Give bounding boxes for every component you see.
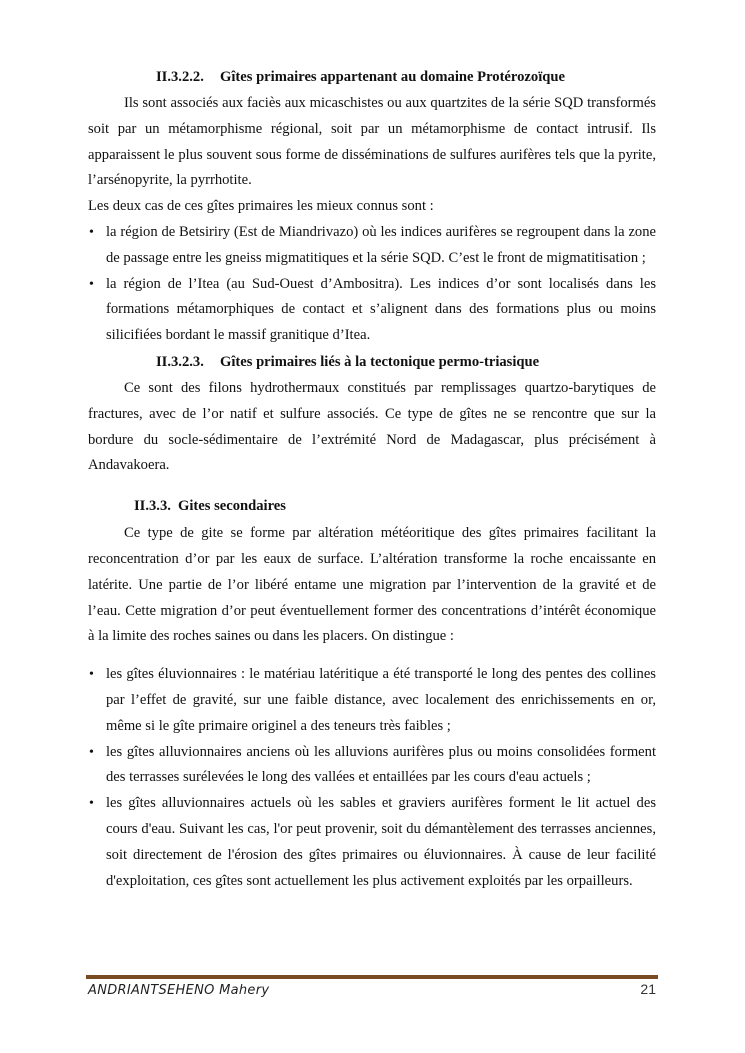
list-item-text: les gîtes éluvionnaires : le matériau latéritique a été transporté le long des pentes des collines par l’effet de gravité, sur une faible distance, avec localement des enrichissements en or, même si le gîte primaire originel a des teneurs très faibles ;	[106, 666, 656, 734]
section-title: Gîtes primaires liés à la tectonique permo-triasique	[220, 353, 540, 370]
list-item	[88, 272, 656, 349]
section-title: Gites secondaires	[178, 498, 286, 515]
paragraph: Ce sont des filons hydrothermaux constitués par remplissages quartzo-barytiques de fractures, avec de l’or natif et sulfure associés. Ce type de gîtes ne se rencontre que sur la bordure du socle-sédimentaire de l’extrémité Nord de Madagascar, plus précisément à Andavakoera.	[88, 379, 656, 474]
list-item-text: la région de l’Itea (au Sud-Ouest d’Ambositra). Les indices d’or sont localisés dans les formations métamorphiques de contact et s’alignent dans des formations plus ou moins silicifiées bordant le massif granitique d’Itea.	[106, 275, 656, 344]
spacer	[88, 650, 656, 662]
section-number: II.3.2.3.	[156, 353, 204, 370]
paragraph: Ce type de gite se forme par altération météoritique des gîtes primaires facilitant la reconcentration d’or par les eaux de surface. L’altération transforme la roche encaissante en latérite. Une partie de l’or libéré entame une migration par l’intervention de la gravité et de l’eau. Cette migration d’or peut éventuellement former des concentrations d’intérêt économique à la limite des roches saines ou dans les placers. On distingue :	[88, 525, 656, 645]
bullet-list	[88, 220, 656, 349]
section-heading-333	[88, 493, 656, 519]
bullet-icon: •	[89, 667, 94, 683]
bullet-icon: •	[89, 744, 94, 760]
paragraph: Ils sont associés aux faciès aux micaschistes ou aux quartzites de la série SQD transformés soit par un métamorphisme régional, soit par un métamorphisme de contact intrusif. Ils apparaissent le plus souvent sous forme de disséminations de sulfures aurifères tels que la pyrite, l’arsénopyrite, la pyrrhotite.	[88, 95, 656, 189]
footer-author: ANDRIANTSEHENO Mahery	[88, 983, 270, 998]
section-heading-3223	[88, 349, 656, 376]
bullet-list	[88, 662, 656, 894]
list-item-text: la région de Betsiriry (Est de Miandrivazo) où les indices aurifères se regroupent dans la zone de passage entre les gneiss migmatitiques et la série SQD. C’est le front de migmatitisation ;	[106, 223, 656, 266]
bullet-icon: •	[89, 276, 94, 292]
document-body	[88, 64, 656, 894]
section-title: Gîtes primaires appartenant au domaine Protérozoïque	[220, 69, 565, 85]
section-number: II.3.2.2.	[156, 69, 204, 85]
footer-rule	[86, 975, 658, 979]
list-item	[88, 740, 656, 792]
list-item	[88, 220, 656, 272]
paragraph: Les deux cas de ces gîtes primaires les mieux connus sont :	[88, 198, 434, 215]
section-heading-3222	[88, 64, 656, 91]
bullet-icon: •	[89, 224, 94, 240]
list-item	[88, 662, 656, 739]
list-item-text: les gîtes alluvionnaires anciens où les alluvions aurifères plus ou moins consolidées forment des terrasses surélevées le long des vallées et entaillées par les cours d'eau actuels ;	[106, 743, 656, 786]
bullet-icon: •	[89, 796, 94, 812]
list-item-text: les gîtes alluvionnaires actuels où les sables et graviers aurifères forment le lit actuel des cours d'eau. Suivant les cas, l'or peut provenir, soit du démantèlement des terrasses anciennes, soit directement de l'érosion des gîtes primaires ou éluvionnaires. À cause de leur facilité d'exploitation, ces gîtes sont actuellement les plus activement exploités par les orpailleurs.	[106, 795, 656, 889]
page-number: 21	[640, 981, 656, 997]
list-item	[88, 791, 656, 894]
section-number: II.3.3.	[134, 498, 171, 515]
